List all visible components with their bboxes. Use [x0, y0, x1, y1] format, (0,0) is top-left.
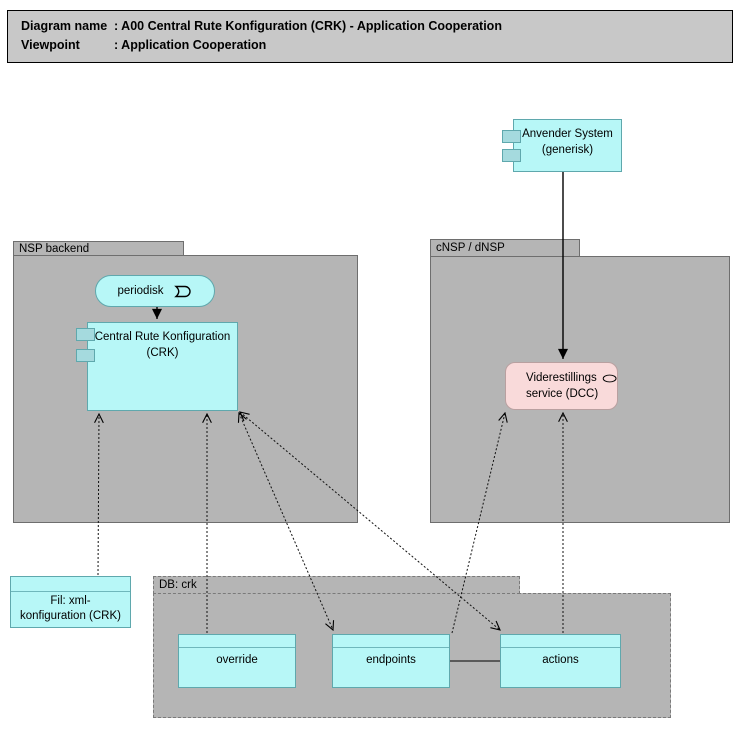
- node-label: Anvender System: [522, 128, 613, 140]
- diagram-title-block: [7, 10, 733, 63]
- component-icon: [76, 328, 95, 341]
- package-db-crk-tab[interactable]: [153, 576, 520, 594]
- node-qualifier: (CRK): [146, 347, 179, 359]
- node-label: override: [216, 654, 258, 666]
- package-title: cNSP / dNSP: [436, 242, 505, 254]
- node-qualifier: (generisk): [541, 144, 594, 156]
- node-table-override[interactable]: [178, 634, 296, 688]
- node-anvender-system[interactable]: [513, 119, 622, 172]
- node-label: Central Rute Konfiguration: [94, 331, 231, 343]
- event-icon: [173, 285, 193, 298]
- viewpoint-row: [21, 36, 732, 55]
- node-label: actions: [542, 654, 579, 666]
- node-table-endpoints[interactable]: [332, 634, 450, 688]
- node-table-actions[interactable]: [500, 634, 621, 688]
- package-title: DB: crk: [159, 579, 197, 591]
- node-periodisk[interactable]: [95, 275, 215, 307]
- component-icon: [76, 349, 95, 362]
- diagram-name-row: [21, 17, 732, 36]
- package-nsp-backend-tab[interactable]: [13, 241, 184, 256]
- node-label: periodisk: [117, 285, 164, 297]
- component-icon: [502, 130, 521, 143]
- table-header-strip: [501, 635, 620, 648]
- viewpoint-label: Viewpoint: [21, 38, 80, 52]
- node-label: Fil: xml- konfiguration (CRK): [20, 595, 121, 622]
- node-label: Viderestillings: [526, 372, 597, 384]
- table-header-strip: [333, 635, 449, 648]
- viewpoint-value: : Application Cooperation: [114, 38, 267, 52]
- node-crk[interactable]: [87, 322, 238, 411]
- package-title: NSP backend: [19, 243, 90, 255]
- table-header-strip: [11, 577, 130, 592]
- diagram-name-value: : A00 Central Rute Konfiguration (CRK) - Application Cooperation: [114, 19, 502, 33]
- node-label-line2: service (DCC): [526, 388, 599, 400]
- node-dcc-service[interactable]: [505, 362, 618, 410]
- node-fil-xml-konfiguration[interactable]: [10, 576, 131, 628]
- package-cnsp-dnsp-tab[interactable]: [430, 239, 580, 257]
- table-header-strip: [179, 635, 295, 648]
- node-label: endpoints: [366, 654, 416, 666]
- service-icon: [602, 373, 617, 384]
- component-icon: [502, 149, 521, 162]
- diagram-name-label: Diagram name: [21, 19, 108, 33]
